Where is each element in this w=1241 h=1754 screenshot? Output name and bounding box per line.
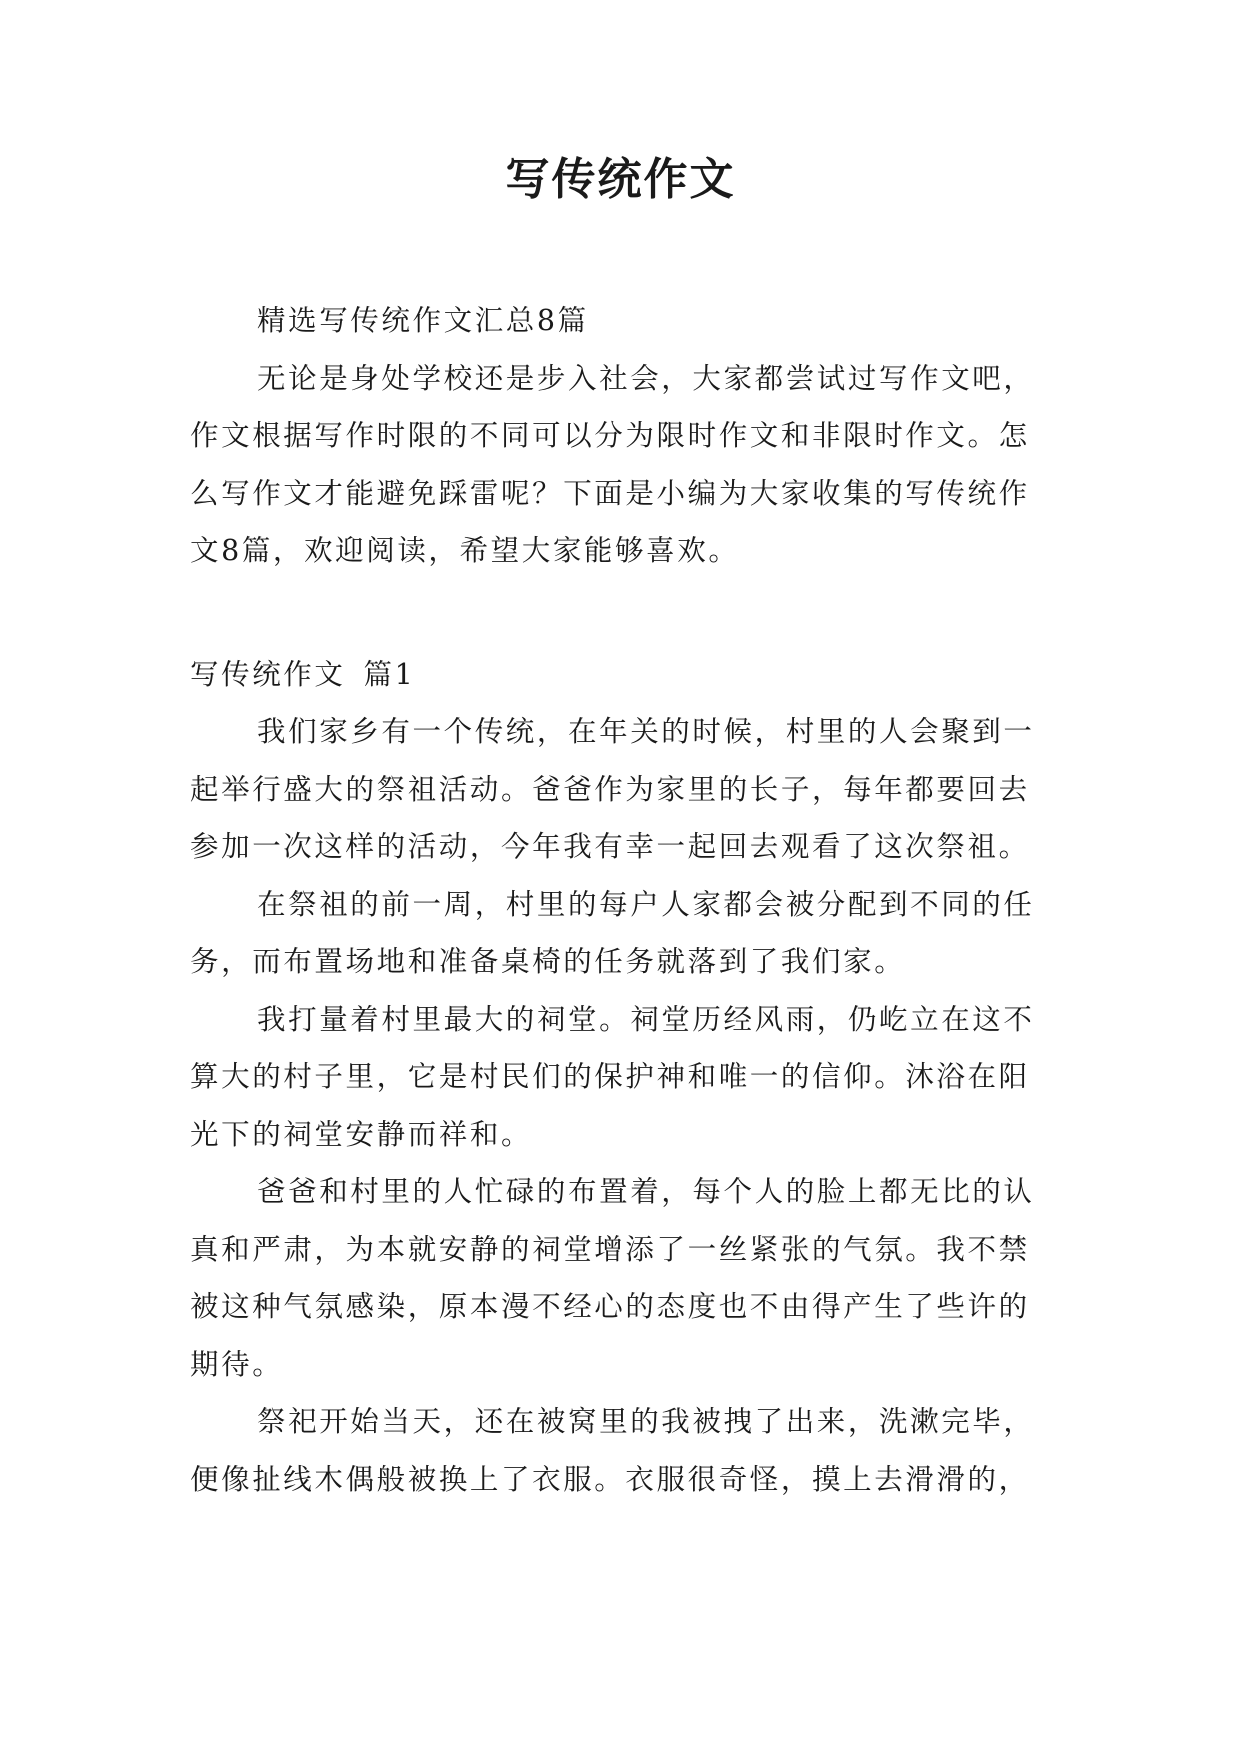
body-paragraph-4: 爸爸和村里的人忙碌的布置着，每个人的脸上都无比的认真和严肃，为本就安静的祠堂增添了一丝紧张的气氛。我不禁被这种气氛感染，原本漫不经心的态度也不由得产生了些许的期待。 [190, 1175, 1035, 1381]
document-title: 写传统作文 [505, 154, 736, 205]
section-heading [190, 646, 1052, 704]
intro-heading: 精选写传统作文汇总8篇 [257, 304, 589, 337]
body-paragraph-5: 祭祀开始当天，还在被窝里的我被拽了出来，洗漱完毕，便像扯线木偶般被换上了衣服。衣服很奇怪，摸上去滑滑的， [190, 1405, 1035, 1496]
document-body [190, 292, 1052, 1508]
body-paragraph-1: 我们家乡有一个传统，在年关的时候，村里的人会聚到一起举行盛大的祭祖活动。爸爸作为家里的长子，每年都要回去参加一次这样的活动，今年我有幸一起回去观看了这次祭祖。 [190, 715, 1035, 863]
body-paragraph-3: 我打量着村里最大的祠堂。祠堂历经风雨，仍屹立在这不算大的村子里，它是村民们的保护神和唯一的信仰。沐浴在阳光下的祠堂安静而祥和。 [190, 1002, 1035, 1151]
intro-paragraph: 无论是身处学校还是步入社会，大家都尝试过写作文吧，作文根据写作时限的不同可以分为限时作文和非限时作文。怎么写作文才能避免踩雷呢？下面是小编为大家收集的写传统作文8篇，欢迎阅读，希望大家能够喜欢。 [190, 361, 1035, 567]
section-heading-number: 篇1 [363, 657, 416, 691]
section-heading-title: 写传统作文 [190, 657, 346, 691]
body-paragraph-2: 在祭祖的前一周，村里的每户人家都会被分配到不同的任务，而布置场地和准备桌椅的任务就落到了我们家。 [190, 887, 1035, 978]
